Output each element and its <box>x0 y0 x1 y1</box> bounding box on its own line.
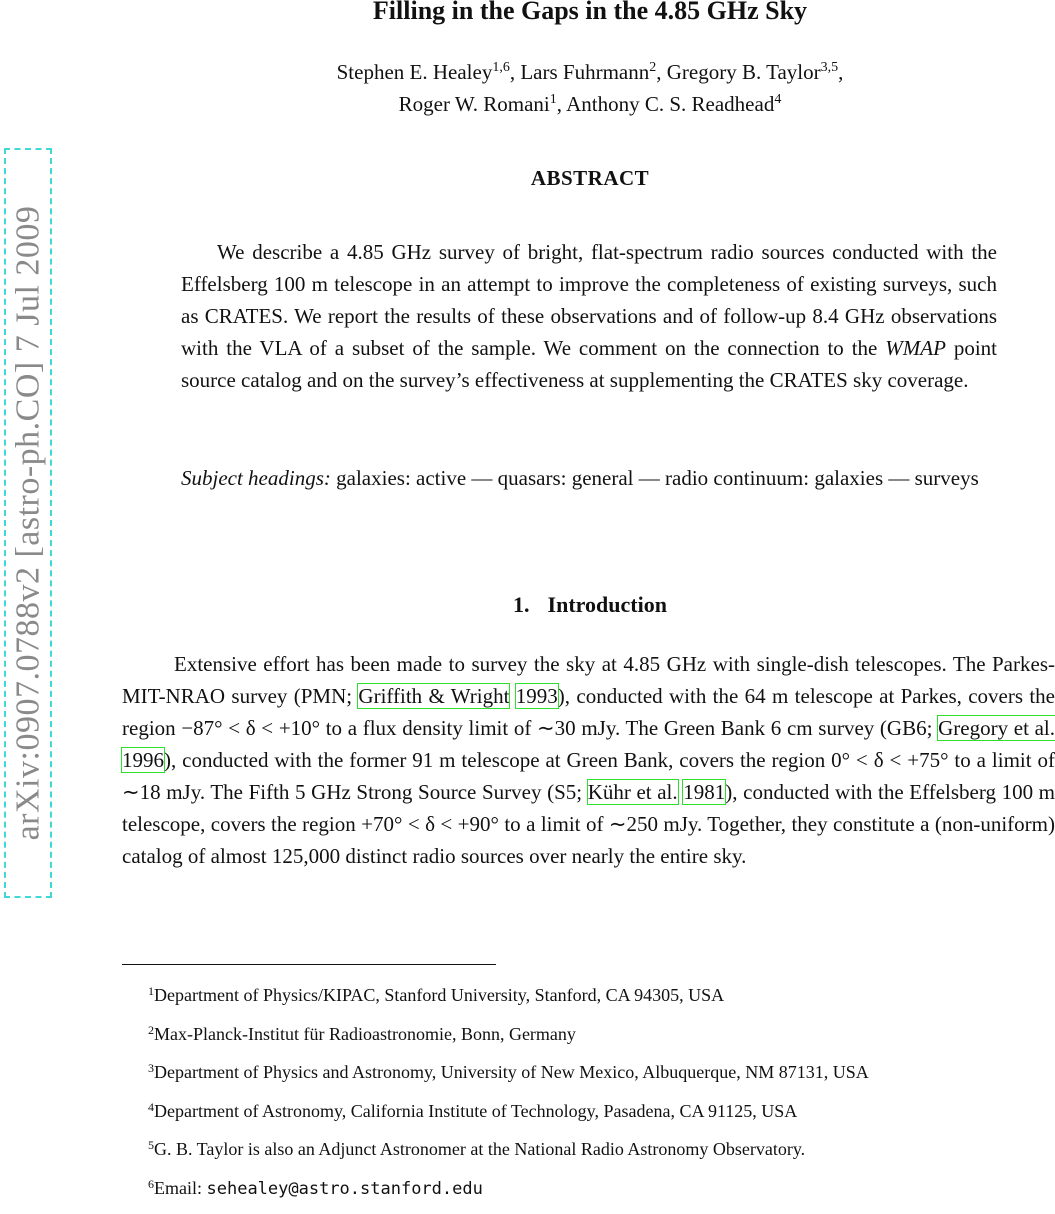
section-heading-introduction <box>160 592 1020 618</box>
author: Gregory B. Taylor$^{3,5}$, <box>666 60 844 84</box>
arxiv-identifier-text: arXiv:0907.0788v2 [astro-ph.CO] 7 Jul 2009 <box>9 205 47 841</box>
citation-year-1996[interactable]: 1996 <box>122 748 164 772</box>
subject-headings-label: Subject headings: <box>181 466 331 490</box>
citation-year-1981[interactable]: 1981 <box>683 780 726 804</box>
footnote-5: $^5$G. B. Taylor is also an Adjunct Astronomer at the National Radio Astronomy Observatory. <box>148 1138 806 1160</box>
abstract-text: We describe a 4.85 GHz survey of bright, flat-spectrum radio sources conducted with the Effelsberg 100 m telescope in an attempt to improve the completeness of existing surveys, such as CRATES. We report the results of these observations and of follow-up 8.4 GHz observations with the VLA of a subset of the sample. We comment on the connection to the WMAP point source catalog and on the survey’s effectiveness at supplementing the CRATES sky coverage. <box>181 240 997 392</box>
introduction-paragraph: Extensive effort has been made to survey the sky at 4.85 GHz with single-dish telescopes. The Parkes-MIT-NRAO survey (PMN; Griffith & Wright 1993), conducted with the 64 m telescope at Parkes, covers the region −87° < δ < +10° to a flux density limit of ∼30 mJy. The Green Bank 6 cm survey (GB6; Gregory et al. 1996), conducted with the former 91 m telescope at Green Bank, covers the region 0° < δ < +75° to a limit of ∼18 mJy. The Fifth 5 GHz Strong Source Survey (S5; Kühr et al. 1981), conducted with the Effelsberg 100 m telescope, covers the region +70° < δ < +90° to a limit of ∼250 mJy. Together, they constitute a (non-uniform) catalog of almost 125,000 distinct radio sources over nearly the entire sky. <box>122 652 1055 868</box>
paper-title: Filling in the Gaps in the 4.85 GHz Sky <box>372 0 808 25</box>
citation-griffith-wright[interactable]: Griffith & Wright <box>358 684 510 708</box>
author: Lars Fuhrmann$^2$, <box>520 60 667 84</box>
footnote-divider <box>122 964 496 965</box>
citation-kuhr-et-al[interactable]: Kühr et al. <box>587 780 678 804</box>
email-address[interactable]: sehealey@astro.stanford.edu <box>206 1178 483 1199</box>
arxiv-identifier-stamp[interactable] <box>4 148 52 898</box>
section-number: 1. <box>513 592 530 617</box>
subject-headings: Subject headings: galaxies: active — quasars: general — radio continuum: galaxies — surveys <box>181 466 979 490</box>
citation-gregory-et-al[interactable]: Gregory et al. <box>938 716 1055 740</box>
footnote-6: $^6$Email: sehealey@astro.stanford.edu <box>148 1176 483 1199</box>
author: Stephen E. Healey$^{1,6}$, <box>336 60 521 84</box>
wmap-term: WMAP <box>885 336 946 360</box>
author-list <box>160 56 1020 120</box>
footnote-1: $^1$Department of Physics/KIPAC, Stanford University, Stanford, CA 94305, USA <box>148 984 725 1005</box>
footnotes <box>148 982 1048 1214</box>
footnote-4: $^4$Department of Astronomy, California Institute of Technology, Pasadena, CA 91125, USA <box>148 1099 798 1121</box>
section-title: Introduction <box>547 592 667 617</box>
author: Roger W. Romani$^1$, <box>398 92 567 116</box>
author: Anthony C. S. Readhead$^4$ <box>566 92 782 116</box>
citation-year-1993[interactable]: 1993 <box>515 684 558 708</box>
footnote-2: $^2$Max-Planck-Institut für Radioastronomie, Bonn, Germany <box>148 1022 576 1044</box>
abstract-heading: ABSTRACT <box>530 166 650 190</box>
footnote-3: $^3$Department of Physics and Astronomy, University of New Mexico, Albuquerque, NM 87131, USA <box>148 1061 869 1083</box>
